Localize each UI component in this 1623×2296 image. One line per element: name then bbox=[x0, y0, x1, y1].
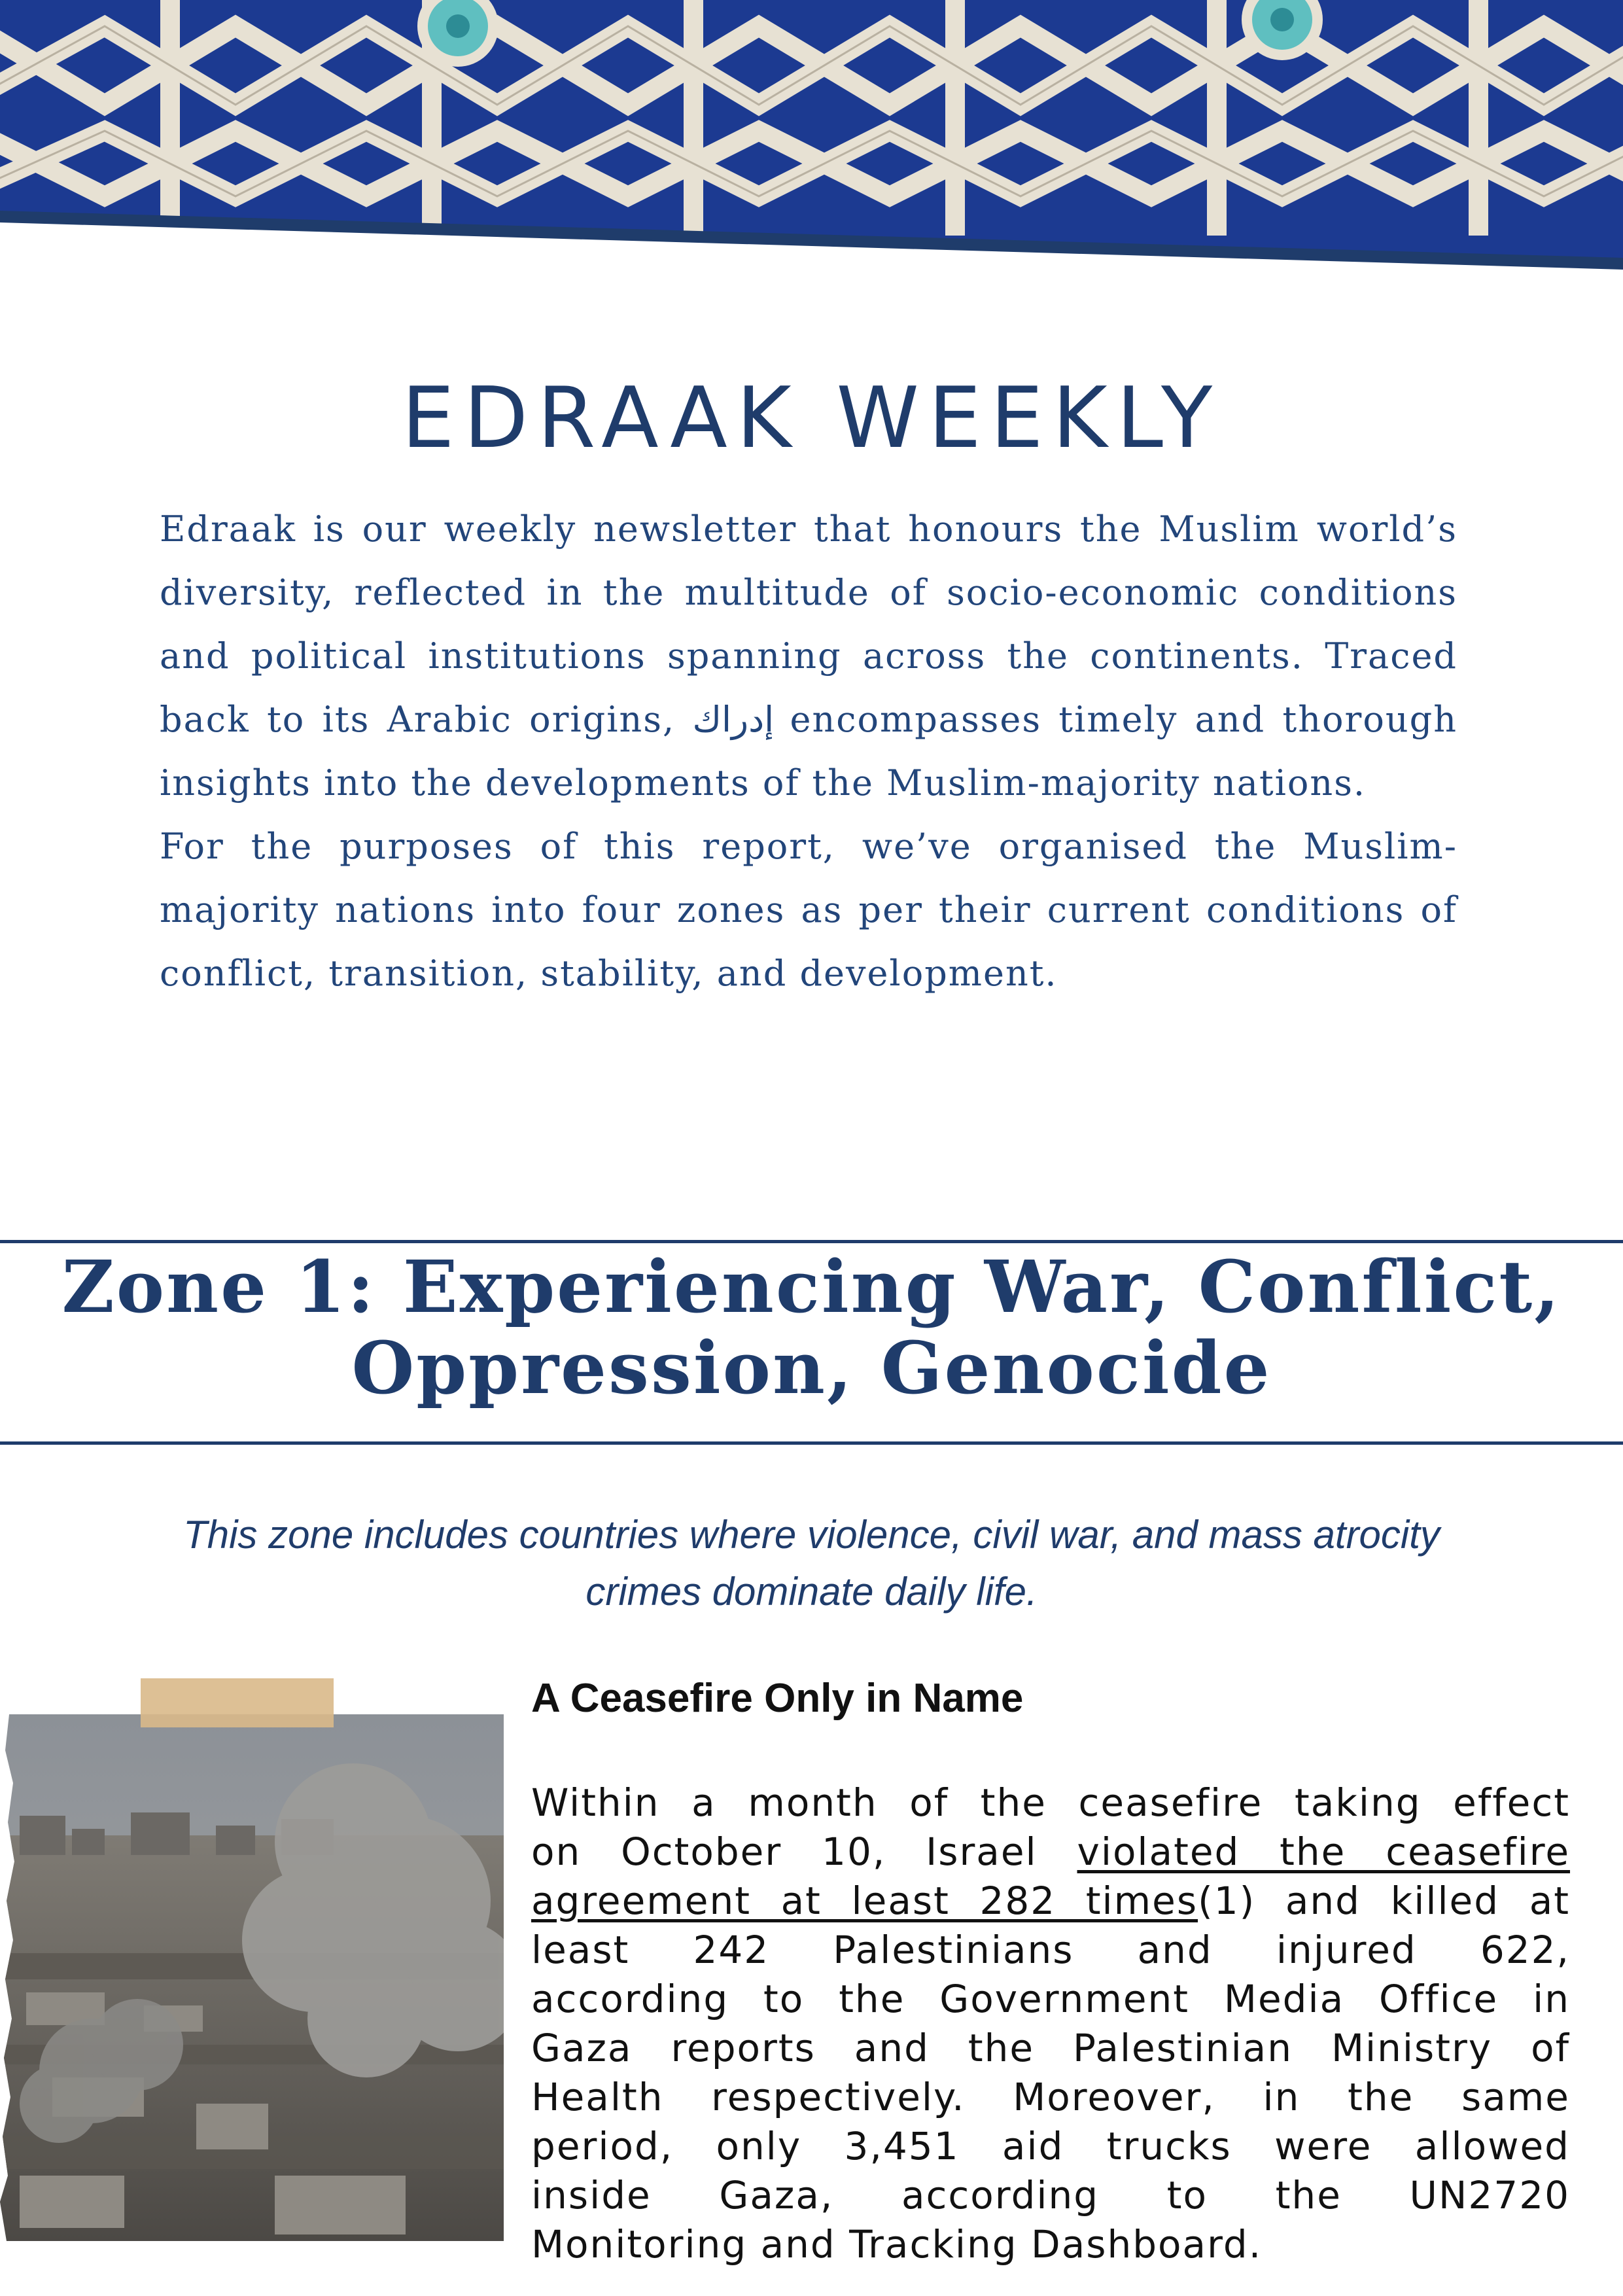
zone-heading-line: Zone 1: Experiencing War, Conflict, bbox=[61, 1245, 1562, 1329]
intro-line: diversity, reflected in the multitude of socio-economic conditions bbox=[160, 572, 1457, 613]
divider-top bbox=[0, 1240, 1623, 1243]
article-line: least 242 Palestinians and injured 622, bbox=[531, 1928, 1570, 1972]
zone-heading bbox=[0, 1246, 1623, 1409]
article-line: according to the Government Media Office in bbox=[531, 1977, 1570, 2021]
intro-line: majority nations into four zones as per their current conditions of bbox=[160, 889, 1457, 930]
article-text: (1) and killed at bbox=[1198, 1879, 1570, 1923]
article-line: Within a month of the ceasefire taking effect bbox=[531, 1780, 1570, 1825]
zones-explanation-paragraph bbox=[160, 815, 1457, 1005]
article-text: on October 10, Israel bbox=[531, 1829, 1077, 1874]
tape-strip bbox=[141, 1678, 334, 1727]
article-line: Monitoring and Tracking Dashboard. bbox=[531, 2222, 1263, 2267]
intro-paragraph bbox=[160, 497, 1457, 815]
zone-description-line: crimes dominate daily life. bbox=[585, 1570, 1038, 1614]
intro-line: For the purposes of this report, we’ve organised the Muslim- bbox=[160, 826, 1457, 867]
intro-line: Edraak is our weekly newsletter that honours the Muslim world’s bbox=[160, 508, 1457, 550]
intro-line: conflict, transition, stability, and development. bbox=[160, 953, 1058, 994]
article-line: period, only 3,451 aid trucks were allowed bbox=[531, 2124, 1570, 2168]
zone-description bbox=[0, 1506, 1623, 1620]
newsletter-title: EDRAAK WEEKLY bbox=[401, 370, 1222, 467]
zone-description-line: This zone includes countries where violence, civil war, and mass atrocity bbox=[183, 1513, 1440, 1557]
article-body bbox=[531, 1778, 1570, 2269]
zone-heading-line: Oppression, Genocide bbox=[351, 1326, 1272, 1410]
intro-line: back to its Arabic origins, إدراك encompasses timely and thorough bbox=[160, 699, 1457, 740]
intro-line: and political institutions spanning across the continents. Traced bbox=[160, 635, 1457, 677]
tile-banner bbox=[0, 0, 1623, 275]
gaza-destruction-photo bbox=[0, 1678, 507, 2248]
article-line: Health respectively. Moreover, in the same bbox=[531, 2075, 1570, 2119]
ceasefire-violation-link[interactable]: agreement at least 282 times bbox=[531, 1879, 1198, 1923]
article-line bbox=[531, 1877, 1570, 1926]
article-title: A Ceasefire Only in Name bbox=[531, 1676, 1024, 1721]
article-line: Gaza reports and the Palestinian Ministry of bbox=[531, 2026, 1570, 2070]
divider-bottom bbox=[0, 1441, 1623, 1445]
article-line bbox=[531, 1828, 1570, 1877]
intro-line: insights into the developments of the Muslim-majority nations. bbox=[160, 762, 1367, 804]
article-line: inside Gaza, according to the UN2720 bbox=[531, 2173, 1570, 2217]
ceasefire-violation-link[interactable]: violated the ceasefire bbox=[1077, 1829, 1571, 1874]
